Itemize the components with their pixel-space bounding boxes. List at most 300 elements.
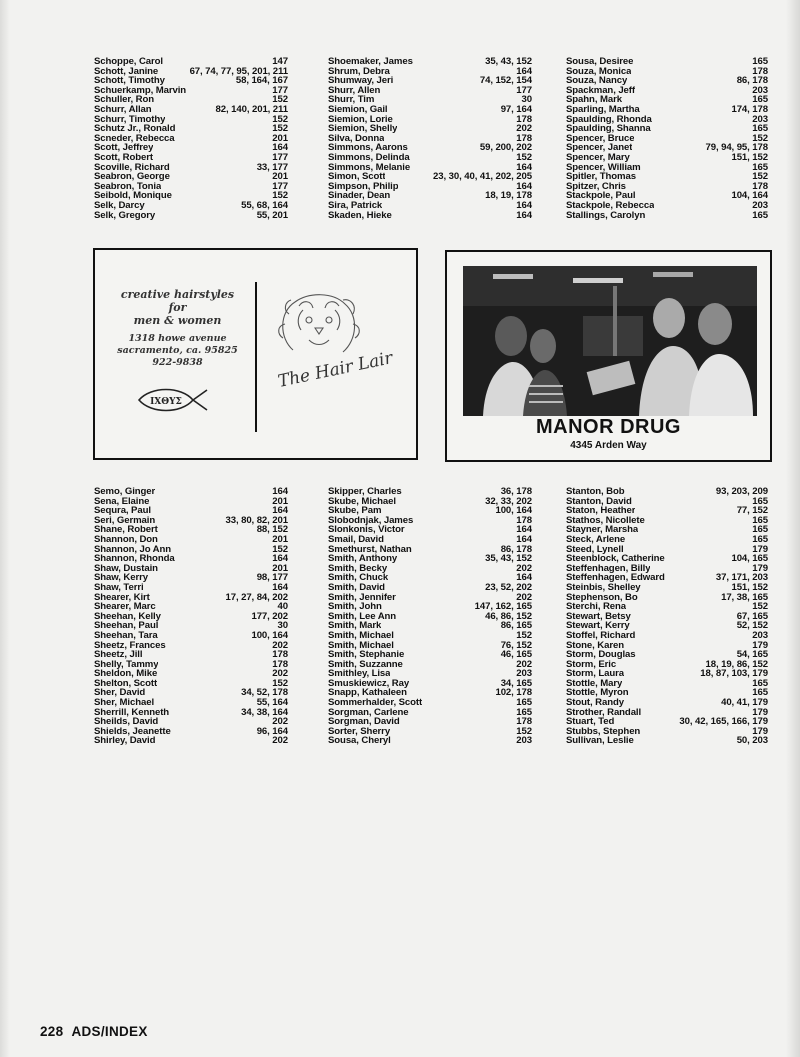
index-entry <box>94 124 288 134</box>
page-number: 228 <box>40 1024 64 1039</box>
index-entry <box>566 679 768 689</box>
index-entry-name: Simmons, Melanie <box>328 162 411 173</box>
index-entry-name: Stanton, David <box>566 496 632 507</box>
index-entry-pages: 152 <box>272 113 288 125</box>
index-entry-name: Siemion, Gail <box>328 104 388 115</box>
index-entry <box>94 86 288 96</box>
index-entry-pages: 86, 178 <box>500 543 532 555</box>
index-entry-name: Storm, Douglas <box>566 650 636 660</box>
index-column-bottom-2 <box>328 487 532 746</box>
index-entry-name: Skipper, Charles <box>328 487 402 497</box>
index-entry-pages: 164 <box>516 161 532 173</box>
index-entry-name: Smith, Becky <box>328 563 388 574</box>
index-entry-name: Shannon, Rhonda <box>94 554 175 564</box>
index-entry-name: Sommerhalder, Scott <box>328 698 423 708</box>
index-entry-name: Stout, Randy <box>566 698 624 708</box>
index-entry-pages: 165 <box>752 94 768 106</box>
page-edge-right <box>786 0 800 1057</box>
index-entry-pages: 179 <box>752 562 768 574</box>
index-entry <box>94 105 288 115</box>
index-entry-name: Sousa, Desiree <box>566 57 634 67</box>
index-entry-pages: 165 <box>752 56 768 67</box>
index-entry-name: Strother, Randall <box>566 707 642 718</box>
index-entry-name: Smethurst, Nathan <box>328 544 412 555</box>
index-entry-name: Shelton, Scott <box>94 678 158 689</box>
index-entry-pages: 177 <box>272 180 288 192</box>
index-entry <box>94 172 288 182</box>
index-entry-name: Shearer, Kirt <box>94 592 150 603</box>
index-entry-name: Slonkonis, Victor <box>328 525 405 535</box>
index-entry-pages: 178 <box>516 514 532 526</box>
index-entry-name: Sheetz, Jill <box>94 650 143 660</box>
index-entry <box>566 105 768 115</box>
index-entry-name: Skube, Michael <box>328 496 396 507</box>
index-entry-pages: 165 <box>752 209 768 221</box>
index-entry-name: Shannon, Jo Ann <box>94 544 172 555</box>
index-entry-pages: 35, 43, 152 <box>485 553 532 565</box>
index-entry-name: Smith, Anthony <box>328 554 398 564</box>
index-entry-pages: 178 <box>272 649 288 661</box>
hair-lair-ad <box>93 248 418 460</box>
index-entry-name: Sheilds, David <box>94 717 159 727</box>
index-entry-name: Stottle, Myron <box>566 688 629 699</box>
index-entry-pages: 36, 178 <box>500 486 532 497</box>
index-entry-name: Smith, Stephanie <box>328 650 405 660</box>
index-entry <box>328 57 532 67</box>
index-entry <box>94 631 288 641</box>
index-entry-name: Steed, Lynell <box>566 544 624 555</box>
index-entry <box>94 554 288 564</box>
index-entry-name: Spencer, Janet <box>566 143 633 153</box>
index-entry-pages: 50, 203 <box>736 735 768 747</box>
index-entry <box>328 516 532 526</box>
hair-ad-line1: creative hairstyles <box>120 288 235 301</box>
index-entry <box>566 698 768 708</box>
index-entry-pages: 203 <box>752 629 768 641</box>
index-entry <box>94 736 288 746</box>
index-entry-name: Sheehan, Kelly <box>94 611 161 622</box>
index-entry-pages: 46, 86, 152 <box>485 610 532 622</box>
index-entry-name: Smail, David <box>328 534 384 545</box>
index-entry <box>566 201 768 211</box>
index-entry-pages: 52, 152 <box>736 620 768 632</box>
index-entry-pages: 178 <box>752 65 768 77</box>
index-entry <box>566 717 768 727</box>
index-entry-pages: 164 <box>272 581 288 593</box>
index-entry-pages: 88, 152 <box>256 524 288 536</box>
index-entry-pages: 18, 87, 103, 179 <box>700 668 768 680</box>
index-entry-name: Sparling, Martha <box>566 104 640 115</box>
index-entry-name: Sena, Elaine <box>94 496 150 507</box>
index-entry-pages: 165 <box>752 687 768 699</box>
index-entry-pages: 37, 171, 203 <box>715 572 768 584</box>
index-entry-pages: 203 <box>516 668 532 680</box>
index-entry-name: Sira, Patrick <box>328 200 383 211</box>
index-entry-name: Skaden, Hieke <box>328 210 392 221</box>
index-entry-pages: 82, 140, 201, 211 <box>215 103 288 115</box>
index-entry <box>328 727 532 737</box>
index-entry-pages: 77, 152 <box>736 505 768 517</box>
index-entry-pages: 55, 68, 164 <box>241 199 288 211</box>
index-entry-pages: 179 <box>752 639 768 651</box>
index-entry-name: Sherrill, Kenneth <box>94 707 170 718</box>
store-photo <box>463 266 757 416</box>
index-entry-pages: 203 <box>752 113 768 125</box>
index-entry-name: Steck, Arlene <box>566 534 626 545</box>
index-entry-name: Shields, Jeanette <box>94 726 171 737</box>
index-entry-name: Souza, Monica <box>566 66 632 77</box>
index-entry-pages: 179 <box>752 543 768 555</box>
index-entry <box>566 191 768 201</box>
index-entry-pages: 17, 27, 84, 202 <box>225 591 288 603</box>
index-entry <box>566 631 768 641</box>
index-entry-name: Seabron, George <box>94 172 170 182</box>
index-entry <box>328 124 532 134</box>
index-entry-pages: 30 <box>521 94 532 106</box>
index-entry-pages: 33, 80, 82, 201 <box>225 514 288 526</box>
index-entry-pages: 178 <box>516 716 532 728</box>
index-entry-pages: 46, 165 <box>500 649 532 661</box>
index-entry-pages: 164 <box>272 505 288 517</box>
index-entry-name: Souza, Nancy <box>566 76 628 86</box>
index-entry <box>328 201 532 211</box>
index-entry-pages: 152 <box>752 132 768 144</box>
index-entry <box>328 736 532 746</box>
index-entry-pages: 93, 203, 209 <box>715 486 768 497</box>
index-entry-name: Spackman, Jeff <box>566 85 635 96</box>
index-entry <box>566 669 768 679</box>
index-column-bottom-3 <box>566 487 768 746</box>
hair-ad-phone: 922-9838 <box>152 357 203 368</box>
index-entry-pages: 164 <box>516 209 532 221</box>
index-entry-name: Storm, Eric <box>566 659 617 670</box>
index-entry-name: Sheldon, Mike <box>94 669 158 679</box>
index-entry-pages: 164 <box>516 533 532 545</box>
index-entry-name: Simpson, Philip <box>328 181 399 192</box>
index-entry-pages: 179 <box>752 706 768 718</box>
index-entry-name: Schurr, Allan <box>94 104 152 115</box>
index-entry-pages: 165 <box>752 514 768 526</box>
index-entry-name: Shaw, Dustain <box>94 563 158 574</box>
index-column-bottom-1 <box>94 487 288 746</box>
index-entry-pages: 98, 177 <box>256 572 288 584</box>
index-entry-pages: 18, 19, 178 <box>485 190 532 202</box>
index-entry-pages: 147, 162, 165 <box>474 601 532 613</box>
index-entry-name: Smith, Chuck <box>328 573 389 583</box>
index-entry <box>94 497 288 507</box>
index-entry <box>328 554 532 564</box>
index-entry-name: Shannon, Don <box>94 534 158 545</box>
index-entry-name: Sorgman, David <box>328 717 400 727</box>
index-entry-pages: 59, 200, 202 <box>479 142 532 154</box>
index-entry <box>94 525 288 535</box>
index-entry-name: Steinbis, Shelley <box>566 582 641 593</box>
index-entry-name: Stewart, Kerry <box>566 621 630 631</box>
index-entry-pages: 23, 52, 202 <box>485 581 532 593</box>
index-entry-name: Stackpole, Rebecca <box>566 200 655 211</box>
index-entry <box>566 57 768 67</box>
index-entry <box>328 86 532 96</box>
index-entry-name: Smith, Mark <box>328 621 382 631</box>
index-entry-pages: 202 <box>516 562 532 574</box>
ichthys-fish-icon <box>133 384 211 416</box>
index-entry-name: Sorgman, Carlene <box>328 707 409 718</box>
index-entry-name: Seri, Germain <box>94 515 156 526</box>
index-entry-name: Steffenhagen, Edward <box>566 573 665 583</box>
index-entry-pages: 177 <box>516 84 532 96</box>
index-entry <box>328 660 532 670</box>
index-entry-name: Shoemaker, James <box>328 57 413 67</box>
index-entry-pages: 201 <box>272 495 288 507</box>
index-entry-pages: 164 <box>272 486 288 497</box>
index-entry-name: Smith, John <box>328 602 382 612</box>
index-entry-name: Simon, Scott <box>328 172 386 182</box>
index-entry <box>328 211 532 221</box>
index-entry <box>566 86 768 96</box>
index-entry-pages: 151, 152 <box>731 581 768 593</box>
index-entry-name: Smith, Lee Ann <box>328 611 397 622</box>
index-entry-pages: 55, 164 <box>256 697 288 709</box>
index-entry <box>566 525 768 535</box>
index-entry <box>94 593 288 603</box>
index-entry-pages: 152 <box>272 677 288 689</box>
index-entry-pages: 165 <box>752 495 768 507</box>
index-entry-pages: 86, 178 <box>736 75 768 87</box>
index-entry-name: Smith, Jennifer <box>328 592 396 603</box>
index-entry-pages: 147 <box>272 56 288 67</box>
index-entry <box>94 641 288 651</box>
index-entry-name: Skube, Pam <box>328 506 382 516</box>
index-entry-pages: 164 <box>516 180 532 192</box>
index-entry-pages: 203 <box>516 735 532 747</box>
index-entry-name: Shelly, Tammy <box>94 659 159 670</box>
index-entry-name: Spencer, Mary <box>566 152 630 163</box>
index-entry-name: Sinader, Dean <box>328 191 391 201</box>
index-entry-name: Smuskiewicz, Ray <box>328 678 410 689</box>
index-entry-name: Snapp, Kathaleen <box>328 688 407 699</box>
index-entry <box>328 688 532 698</box>
index-entry-name: Spitzer, Chris <box>566 181 626 192</box>
index-entry-name: Stayner, Marsha <box>566 525 639 535</box>
index-entry-pages: 177 <box>272 151 288 163</box>
index-entry-name: Shaw, Terri <box>94 582 144 593</box>
index-entry-pages: 100, 164 <box>495 505 532 517</box>
index-entry-pages: 164 <box>516 65 532 77</box>
index-entry-pages: 18, 19, 86, 152 <box>705 658 768 670</box>
index-entry-name: Smith, Michael <box>328 640 394 651</box>
index-entry-pages: 35, 43, 152 <box>485 56 532 67</box>
index-entry-name: Seabron, Tonia <box>94 181 162 192</box>
index-entry <box>328 698 532 708</box>
index-entry-pages: 202 <box>272 668 288 680</box>
index-entry-pages: 177, 202 <box>251 610 288 622</box>
index-entry-name: Shearer, Marc <box>94 602 156 612</box>
index-entry-pages: 202 <box>272 639 288 651</box>
index-entry-name: Sheehan, Paul <box>94 621 159 631</box>
index-entry-name: Stuart, Ted <box>566 717 615 727</box>
index-entry-pages: 165 <box>752 123 768 135</box>
index-entry-pages: 164 <box>516 524 532 536</box>
index-entry-pages: 96, 164 <box>256 725 288 737</box>
index-entry <box>94 573 288 583</box>
index-entry-pages: 164 <box>516 572 532 584</box>
index-entry <box>566 172 768 182</box>
index-entry <box>566 506 768 516</box>
index-entry-pages: 164 <box>516 199 532 211</box>
index-entry-name: Schutz Jr., Ronald <box>94 124 176 134</box>
index-entry <box>328 191 532 201</box>
index-entry-name: Steenblock, Catherine <box>566 554 665 564</box>
index-entry <box>94 76 288 86</box>
index-entry-name: Stoffel, Richard <box>566 630 636 641</box>
index-entry <box>94 115 288 125</box>
hair-lair-script-logo: The Hair Lair <box>276 348 395 392</box>
index-entry-name: Scott, Robert <box>94 152 153 163</box>
index-entry <box>566 621 768 631</box>
index-entry-name: Schuerkamp, Marvin <box>94 85 187 96</box>
index-entry-name: Stackpole, Paul <box>566 191 636 201</box>
index-entry <box>94 545 288 555</box>
index-entry <box>328 650 532 660</box>
index-entry-name: Silva, Donna <box>328 133 385 144</box>
index-entry-pages: 151, 152 <box>731 151 768 163</box>
index-entry-pages: 152 <box>516 725 532 737</box>
index-entry-pages: 202 <box>516 123 532 135</box>
index-entry-pages: 23, 30, 40, 41, 202, 205 <box>433 171 532 183</box>
index-entry-name: Sher, David <box>94 688 146 699</box>
index-entry-name: Shane, Robert <box>94 525 158 535</box>
index-entry-pages: 201 <box>272 132 288 144</box>
index-entry-name: Spahn, Mark <box>566 95 622 105</box>
index-entry-pages: 67, 74, 77, 95, 201, 211 <box>189 65 288 77</box>
index-entry-name: Steffenhagen, Billy <box>566 563 651 574</box>
index-entry-pages: 104, 164 <box>731 190 768 202</box>
index-entry-pages: 54, 165 <box>736 649 768 661</box>
index-entry-name: Shaw, Kerry <box>94 573 148 583</box>
index-entry-pages: 32, 33, 202 <box>485 495 532 507</box>
index-entry-name: Spencer, Bruce <box>566 133 635 144</box>
index-entry-pages: 86, 165 <box>500 620 532 632</box>
index-entry-pages: 30 <box>277 620 288 632</box>
hair-ad-line3: men & women <box>133 314 222 327</box>
index-entry-pages: 58, 164, 167 <box>235 75 288 87</box>
index-entry-pages: 201 <box>272 562 288 574</box>
index-entry-name: Sorter, Sherry <box>328 726 391 737</box>
index-entry-name: Simmons, Aarons <box>328 143 408 153</box>
index-entry-name: Stubbs, Stephen <box>566 726 641 737</box>
index-entry <box>94 669 288 679</box>
index-entry-name: Sousa, Cheryl <box>328 736 391 747</box>
index-entry-name: Shurr, Tim <box>328 95 375 105</box>
index-entry-name: Schurr, Timothy <box>94 114 166 125</box>
index-entry-pages: 152 <box>752 601 768 613</box>
index-entry <box>566 153 768 163</box>
index-entry-name: Schott, Janine <box>94 66 159 77</box>
index-entry-pages: 165 <box>516 706 532 718</box>
index-entry-name: Spencer, William <box>566 162 641 173</box>
index-entry-name: Spitler, Thomas <box>566 172 636 182</box>
index-entry-pages: 178 <box>516 113 532 125</box>
index-entry-name: Spaulding, Rhonda <box>566 114 652 125</box>
manor-drug-address: 4345 Arden Way <box>570 440 647 451</box>
index-entry-name: Stathos, Nicollete <box>566 515 645 526</box>
index-entry-pages: 152 <box>272 123 288 135</box>
index-entry <box>566 535 768 545</box>
index-entry-pages: 203 <box>752 199 768 211</box>
index-entry-name: Scott, Jeffrey <box>94 143 154 153</box>
index-entry <box>566 554 768 564</box>
index-entry-pages: 34, 38, 164 <box>241 706 288 718</box>
section-title: ADS/INDEX <box>71 1024 148 1039</box>
index-entry-name: Staton, Heather <box>566 506 636 516</box>
index-entry-name: Shrum, Debra <box>328 66 390 77</box>
index-entry-name: Simmons, Delinda <box>328 152 410 163</box>
manor-drug-ad <box>445 250 772 462</box>
page-edge-left <box>0 0 10 1057</box>
index-entry-name: Stephenson, Bo <box>566 592 638 603</box>
index-entry <box>94 163 288 173</box>
index-entry <box>328 621 532 631</box>
index-entry-pages: 55, 201 <box>256 209 288 221</box>
index-entry-pages: 33, 177 <box>256 161 288 173</box>
index-entry-name: Siemion, Lorie <box>328 114 393 125</box>
index-entry-name: Stottle, Mary <box>566 678 623 689</box>
index-entry-name: Sher, Michael <box>94 698 155 708</box>
index-entry <box>566 76 768 86</box>
index-entry-pages: 165 <box>752 161 768 173</box>
index-entry-pages: 165 <box>752 524 768 536</box>
index-entry-name: Slobodnjak, James <box>328 515 414 526</box>
index-entry-pages: 165 <box>752 677 768 689</box>
hair-ad-address2: sacramento, ca. 95825 <box>117 345 238 356</box>
index-entry-name: Storm, Laura <box>566 669 624 679</box>
index-entry-name: Scoville, Richard <box>94 162 170 173</box>
index-entry-name: Schott, Timothy <box>94 76 165 86</box>
index-entry-name: Siemion, Shelly <box>328 124 398 134</box>
index-entry-pages: 40 <box>277 601 288 613</box>
index-entry-pages: 40, 41, 179 <box>721 697 768 709</box>
index-entry <box>94 650 288 660</box>
index-entry <box>328 115 532 125</box>
index-entry-pages: 152 <box>272 190 288 202</box>
lion-logo-icon <box>273 290 365 360</box>
index-entry-name: Smith, Suzzanne <box>328 659 403 670</box>
index-entry-pages: 100, 164 <box>251 629 288 641</box>
index-entry-pages: 30, 42, 165, 166, 179 <box>679 716 768 728</box>
index-entry-pages: 201 <box>272 171 288 183</box>
index-entry-name: Sequra, Paul <box>94 506 151 516</box>
index-entry <box>328 717 532 727</box>
index-entry <box>328 76 532 86</box>
index-entry <box>566 211 768 221</box>
index-entry-pages: 79, 94, 95, 178 <box>705 142 768 154</box>
index-entry <box>566 124 768 134</box>
index-entry-pages: 152 <box>516 151 532 163</box>
manor-drug-name: MANOR DRUG <box>536 416 681 438</box>
index-entry-name: Shurr, Allen <box>328 85 381 96</box>
index-entry-name: Scneder, Rebecca <box>94 133 175 144</box>
index-entry-pages: 102, 178 <box>495 687 532 699</box>
index-entry-name: Seibold, Monique <box>94 191 172 201</box>
index-entry-pages: 104, 165 <box>731 553 768 565</box>
index-entry-name: Sullivan, Leslie <box>566 736 634 747</box>
fish-text: IXΘYΣ <box>150 397 182 407</box>
index-entry <box>566 516 768 526</box>
index-entry-pages: 202 <box>272 716 288 728</box>
index-entry-name: Selk, Darcy <box>94 200 145 211</box>
index-entry-pages: 152 <box>752 171 768 183</box>
index-entry-name: Spaulding, Shanna <box>566 124 651 134</box>
